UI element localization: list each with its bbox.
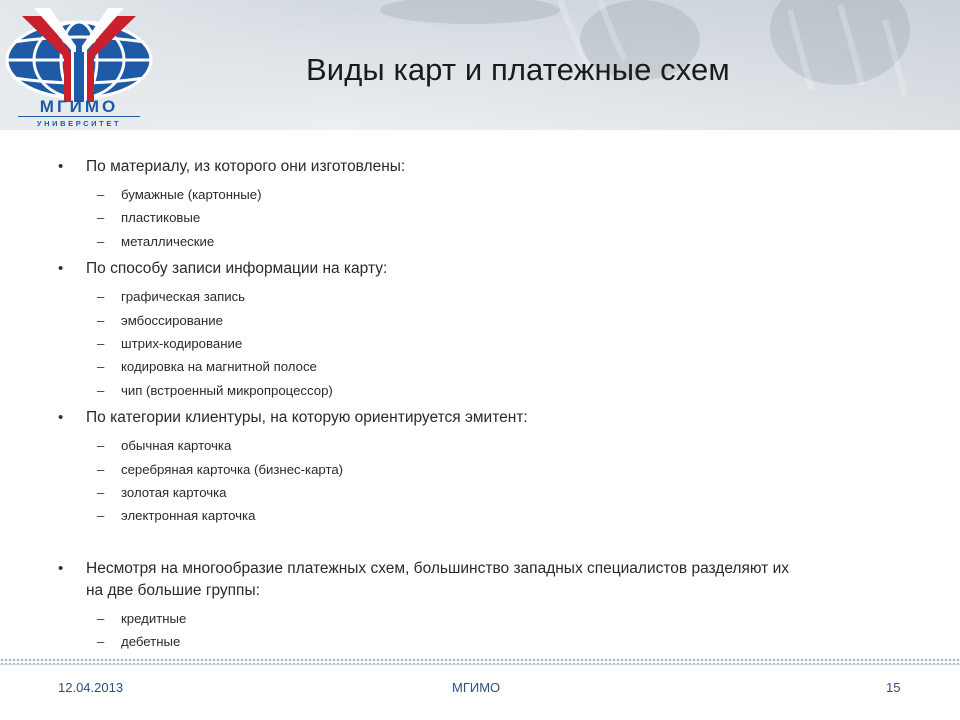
sub-item bbox=[56, 355, 896, 378]
bullet-item bbox=[56, 258, 896, 280]
sub-item bbox=[56, 458, 896, 481]
sub-item-text: дебетные bbox=[121, 634, 181, 650]
sub-item bbox=[56, 285, 896, 308]
sub-item-text: обычная карточка bbox=[121, 438, 232, 454]
sub-item-text: электронная карточка bbox=[121, 508, 256, 524]
bullet-icon: • bbox=[58, 409, 64, 427]
logo-subtitle: УНИВЕРСИТЕТ bbox=[36, 119, 122, 128]
sub-item-text: золотая карточка bbox=[121, 485, 227, 501]
bullet-item bbox=[56, 156, 896, 178]
sub-item bbox=[56, 630, 896, 653]
slide-content bbox=[56, 154, 896, 659]
dash-icon: – bbox=[97, 461, 105, 477]
bullet-icon: • bbox=[58, 260, 64, 278]
dash-icon: – bbox=[97, 438, 105, 454]
bullet-text: По способу записи информации на карту: bbox=[86, 260, 388, 278]
dash-icon: – bbox=[97, 634, 105, 650]
sub-list bbox=[56, 285, 896, 402]
dash-icon: – bbox=[97, 359, 105, 375]
sub-item bbox=[56, 504, 896, 527]
sub-list bbox=[56, 434, 896, 528]
bullet-group-recording bbox=[56, 258, 896, 402]
sub-item bbox=[56, 230, 896, 253]
sub-item-text: графическая запись bbox=[121, 289, 246, 305]
sub-item bbox=[56, 434, 896, 457]
sub-item bbox=[56, 332, 896, 355]
sub-item-text: серебряная карточка (бизнес-карта) bbox=[121, 461, 344, 477]
bullet-group-clientele bbox=[56, 407, 896, 528]
sub-list bbox=[56, 607, 896, 654]
sub-item bbox=[56, 481, 896, 504]
sub-item bbox=[56, 379, 896, 402]
bullet-icon: • bbox=[58, 158, 64, 175]
page-number: 15 bbox=[886, 680, 901, 695]
sub-item-text: кредитные bbox=[121, 610, 187, 626]
sub-item-text: штрих-кодирование bbox=[121, 336, 243, 352]
sub-item-text: металлические bbox=[121, 233, 215, 249]
dash-icon: – bbox=[97, 336, 105, 352]
dash-icon: – bbox=[97, 485, 105, 501]
dash-icon: – bbox=[97, 210, 105, 226]
bullet-text: По категории клиентуры, на которую ориентируется эмитент: bbox=[86, 409, 528, 427]
bullet-text: По материалу, из которого они изготовлены: bbox=[86, 158, 406, 175]
sub-item bbox=[56, 206, 896, 229]
sub-item bbox=[56, 607, 896, 630]
dash-icon: – bbox=[97, 610, 105, 626]
sub-list bbox=[56, 183, 896, 253]
logo-wordmark: МГИМО bbox=[39, 97, 119, 116]
bullet-text-line2: на две большие группы: bbox=[86, 581, 260, 599]
sub-item-text: эмбоссирование bbox=[121, 312, 223, 328]
dash-icon: – bbox=[97, 312, 105, 328]
dash-icon: – bbox=[97, 508, 105, 524]
dash-icon: – bbox=[97, 382, 105, 398]
sub-item bbox=[56, 309, 896, 332]
bullet-item bbox=[56, 558, 896, 602]
sub-item-text: бумажные (картонные) bbox=[121, 187, 262, 202]
bullet-icon: • bbox=[58, 559, 64, 577]
dash-icon: – bbox=[97, 187, 105, 202]
page-title: Виды карт и платежные схем bbox=[306, 52, 730, 87]
footer-date: 12.04.2013 bbox=[58, 680, 124, 695]
slide-header bbox=[0, 0, 960, 130]
dash-icon: – bbox=[97, 289, 105, 305]
sub-item-text: пластиковые bbox=[121, 210, 201, 226]
bullet-group-material bbox=[56, 156, 896, 253]
footer-center-label: МГИМО bbox=[452, 680, 501, 695]
sub-item bbox=[56, 183, 896, 206]
mgimo-logo bbox=[4, 2, 154, 128]
footer-divider-line bbox=[0, 664, 960, 665]
sub-item-text: кодировка на магнитной полосе bbox=[121, 359, 317, 375]
sub-item-text: чип (встроенный микропроцессор) bbox=[121, 382, 333, 398]
bullet-item bbox=[56, 407, 896, 429]
dash-icon: – bbox=[97, 233, 105, 249]
bullet-text-line1: Несмотря на многообразие платежных схем, большинство западных специалистов разделяют их bbox=[86, 559, 789, 577]
bullet-group-schemes bbox=[56, 558, 896, 654]
